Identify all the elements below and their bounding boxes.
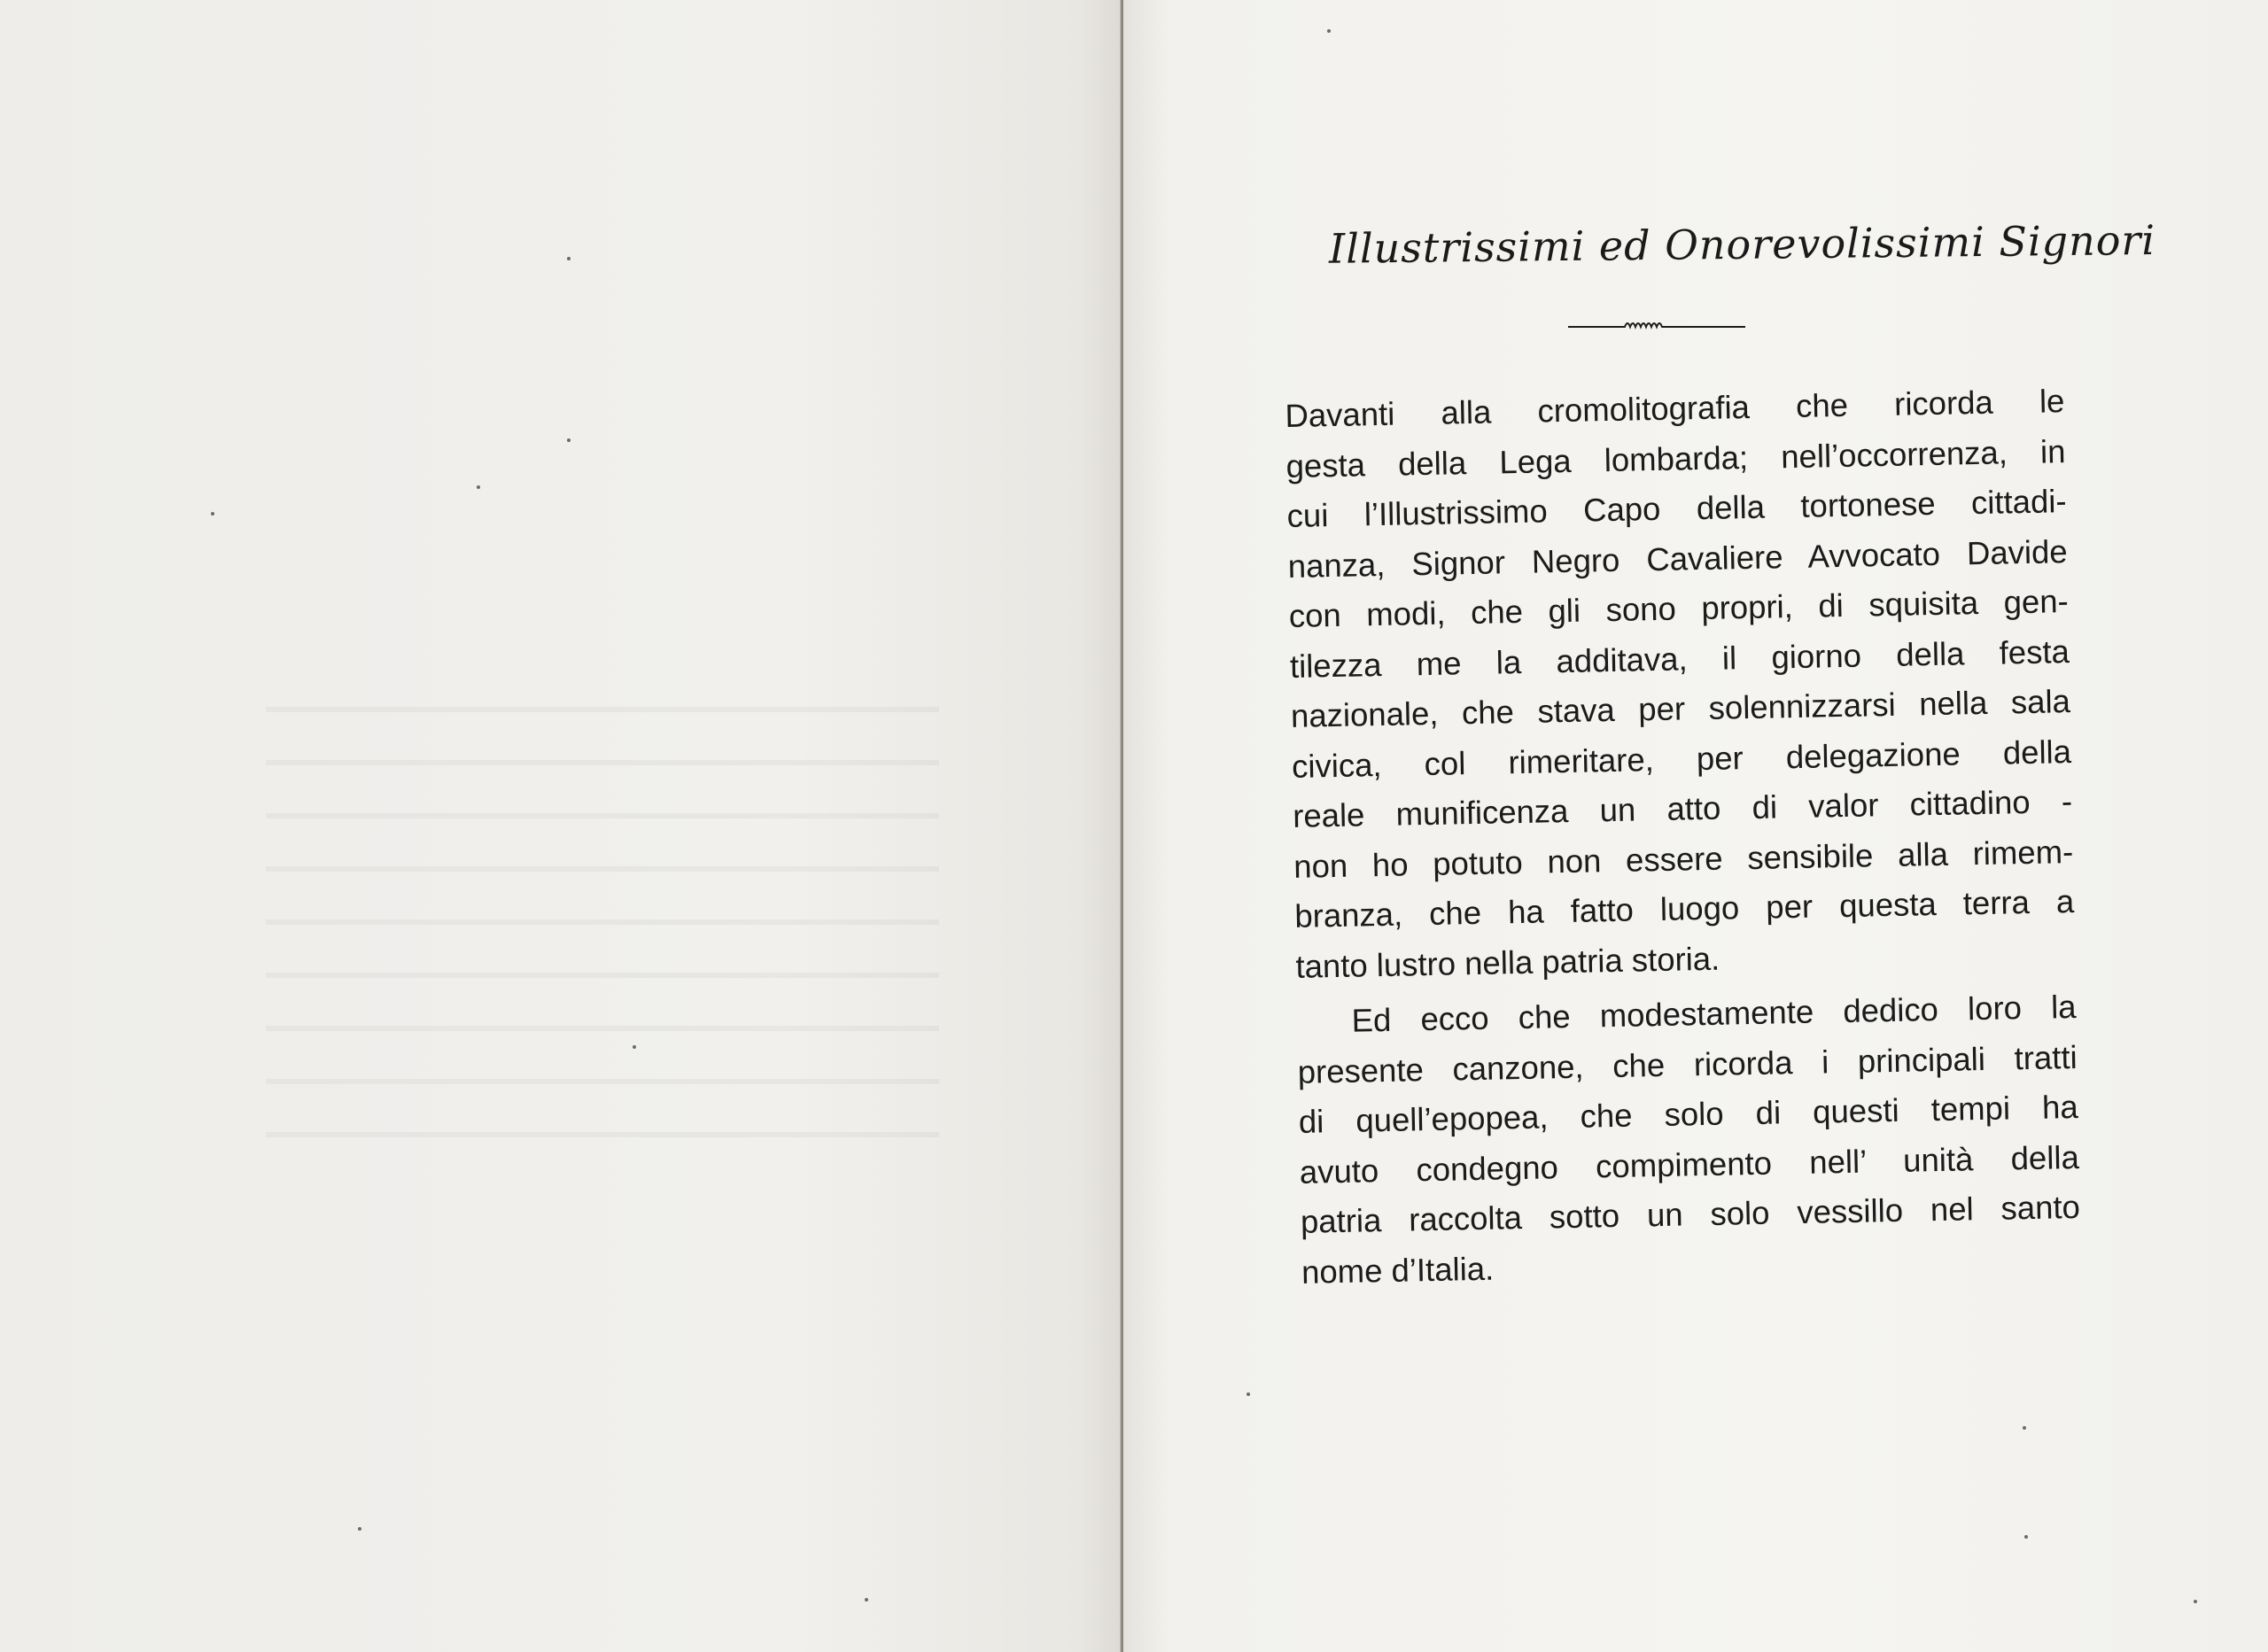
- paper-speck: [358, 1527, 361, 1531]
- paragraph-1: [1285, 376, 2076, 992]
- paper-speck: [2023, 1426, 2026, 1430]
- text-line: tilezza me la additava, il giorno della festa: [1289, 632, 2070, 685]
- paper-speck: [567, 438, 571, 442]
- dedication-body: [1285, 376, 2081, 1298]
- text-line: nazionale, che stava per solennizzarsi nella sala: [1290, 683, 2071, 734]
- text-line: nome d’Italia.: [1301, 1250, 1495, 1291]
- left-page-blank: [0, 0, 1123, 1652]
- text-line: di quell’epopea, che solo di questi tempi ha: [1298, 1088, 2079, 1140]
- paper-speck: [567, 257, 571, 260]
- text-line: presente canzone, che ricorda i principali tratti: [1297, 1038, 2078, 1090]
- text-line: cui l’Illustrissimo Capo della tortonese cittadi-: [1286, 483, 2067, 534]
- paper-speck: [211, 512, 214, 516]
- paper-speck: [2194, 1600, 2197, 1603]
- text-line: civica, col rimeritare, per delegazione della: [1291, 733, 2072, 785]
- paper-speck: [2024, 1535, 2028, 1539]
- paper-speck: [633, 1045, 636, 1049]
- text-line: patria raccolta sotto un solo vessillo nel santo: [1300, 1188, 2081, 1240]
- text-line: avuto condegno compimento nell’ unità della: [1299, 1138, 2080, 1191]
- text-line: con modi, che gli sono propri, di squisita gen-: [1288, 583, 2070, 634]
- paragraph-2: [1296, 982, 2081, 1298]
- text-line: branza, che ha fatto luogo per questa terra a: [1293, 883, 2075, 935]
- text-line: nanza, Signor Negro Cavaliere Avvocato Davide: [1287, 532, 2069, 585]
- text-line: tanto lustro nella patria storia.: [1295, 940, 1720, 985]
- text-line: reale munificenza un atto di valor cittadino -: [1292, 783, 2073, 834]
- text-line: non ho potuto non essere sensibile alla rimem-: [1293, 833, 2074, 885]
- text-line: gesta della Lega lombarda; nell’occorrenza, in: [1285, 432, 2066, 485]
- text-line: Davanti alla cromolitografia che ricorda le: [1285, 383, 2065, 434]
- text-line: Ed ecco che modestamente dedico loro la: [1351, 988, 2077, 1039]
- paper-speck: [1247, 1392, 1250, 1396]
- paper-speck: [477, 485, 480, 489]
- show-through-text: [266, 673, 939, 1169]
- paper-speck: [865, 1598, 868, 1602]
- wavy-rule-ornament-icon: [1568, 314, 1745, 336]
- paper-speck: [1327, 29, 1331, 33]
- dedication-heading: Illustrissimi ed Onorevolissimi Signori: [1328, 216, 2156, 273]
